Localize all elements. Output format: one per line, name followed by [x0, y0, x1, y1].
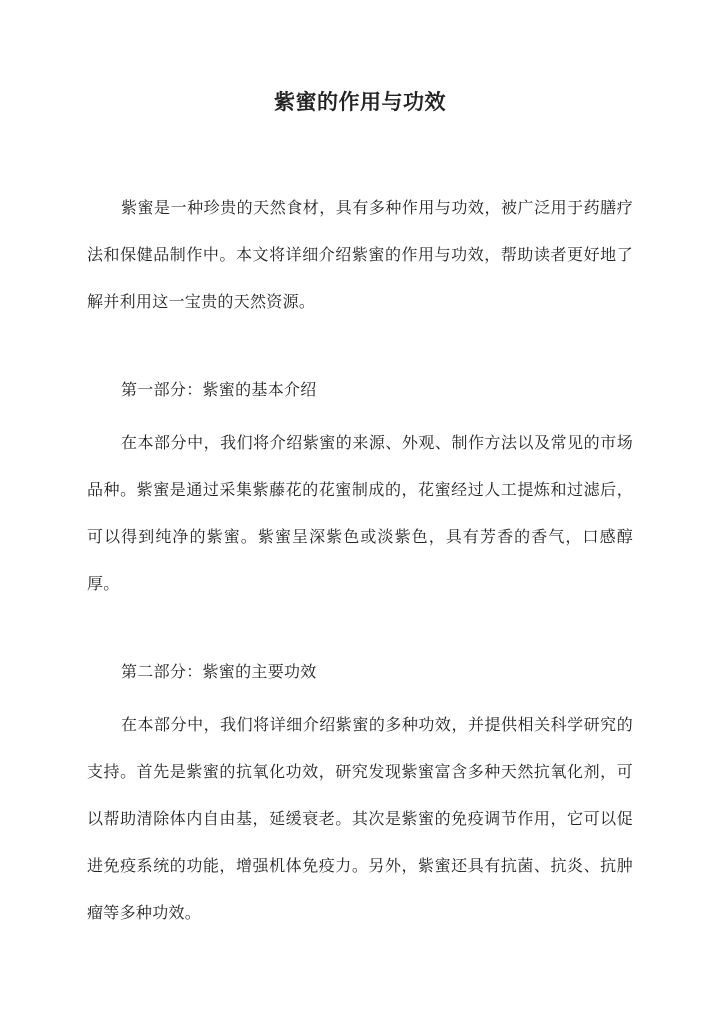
document-title: 紫蜜的作用与功效	[274, 89, 446, 114]
section-heading-2: 第二部分：紫蜜的主要功效	[121, 662, 317, 681]
section-body-2: 在本部分中，我们将详细介绍紫蜜的多种功效，并提供相关科学研究的支持。首先是紫蜜的抗氧化功效，研究发现紫蜜富含多种天然抗氧化剂，可以帮助清除体内自由基，延缓衰老。其次是紫蜜的免疫调节作用，它可以促进免疫系统的功能，增强机体免疫力。另外，紫蜜还具有抗菌、抗炎、抗肿瘤等多种功效。	[87, 715, 633, 922]
section-heading-1: 第一部分：紫蜜的基本介绍	[121, 380, 317, 399]
section-body-1: 在本部分中，我们将介绍紫蜜的来源、外观、制作方法以及常见的市场品种。紫蜜是通过采集紫藤花的花蜜制成的，花蜜经过人工提炼和过滤后，可以得到纯净的紫蜜。紫蜜呈深紫色或淡紫色，具有芳香的香气，口感醇厚。	[87, 433, 633, 593]
intro-paragraph: 紫蜜是一种珍贵的天然食材，具有多种作用与功效，被广泛用于药膳疗法和保健品制作中。本文将详细介绍紫蜜的作用与功效，帮助读者更好地了解并利用这一宝贵的天然资源。	[87, 198, 633, 311]
